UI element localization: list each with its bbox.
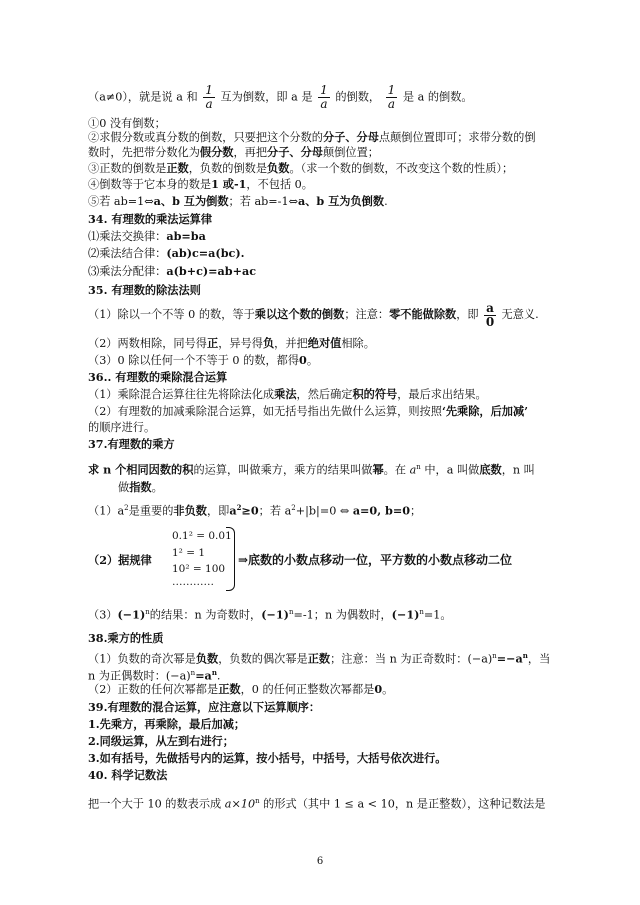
power-definition-cont: 做指数。 bbox=[118, 480, 163, 494]
power-definition: 求 n 个相同因数的积的运算，叫做乘方，乘方的结果叫做幂。在 $a^n$ 中，a 叫做底数，n 叫 bbox=[88, 462, 535, 477]
heading-34: 34. 有理数的乘法运算律 bbox=[88, 212, 213, 226]
point-2-cont: 数时，先把带分数化为假分数，再把分子、分母颠倒位置； bbox=[88, 145, 379, 159]
order-step-3: 3.如有括号，先做括号内的运算，按小括号，中括号，大括号依次进行。 bbox=[88, 751, 447, 765]
point-3: ③正数的倒数是正数，负数的倒数是负数。（求一个数的倒数，不改变这个数的性质）； bbox=[88, 161, 514, 175]
division-rule-1: （1）除以一个不等 0 的数，等于乘以这个数的倒数；注意：零不能做除数，即 $\frac{a}{0}$ 无意义. bbox=[88, 300, 539, 329]
heading-37: 37.有理数的乘方 bbox=[88, 437, 175, 451]
power-rule-1: $(1)a^2$是重要的非负数，即$a^2\ge 0$；若 $a^2+|b|=0$ ⇔ a=0, b=0； bbox=[88, 503, 422, 518]
mixed-rule-1: （1）乘除混合运算往往先将除法化成乘法，然后确定积的符号，最后求出结果。 bbox=[88, 387, 487, 401]
heading-38: 38.乘方的性质 bbox=[88, 631, 164, 645]
fraction-1-over-a: $\frac{1}{a}$ bbox=[387, 83, 396, 111]
scientific-notation-def: 把一个大于 10 的数表示成 $a\times 10^n$ 的形式（其中 1 ≤ a < 10，n 是正整数），这种记数法是 bbox=[88, 797, 546, 811]
heading-39: 39.有理数的混合运算，应注意以下运算顺序： bbox=[88, 700, 321, 714]
mult-commutative: ⑴乘法交换律：ab=ba bbox=[88, 229, 206, 243]
reciprocal-definition-line: （a≠0），就是说 a 和 $\frac{1}{a}$ 互为倒数，即 a 是 $\frac{1}{a}$ 的倒数， $\frac{1}{a}$ 是 a 的倒数。 bbox=[88, 83, 473, 111]
point-1: ①0 没有倒数； bbox=[88, 117, 166, 130]
mult-distributive: ⑶乘法分配律：a(b+c)=ab+ac bbox=[88, 264, 257, 278]
fraction-1-over-a: $\frac{1}{a}$ bbox=[320, 83, 328, 111]
mixed-rule-2: （2）有理数的加减乘除混合运算，如无括号指出先做什么运算，则按照‘先乘除，后加减’ bbox=[88, 404, 529, 418]
pattern-row-4: ………… bbox=[172, 576, 214, 588]
power-property-2: （2）正数的任何次幂都是正数，0 的任何正整数次幂都是0。 bbox=[88, 682, 394, 696]
power-rule-3: $(3)(-1)^n$的结果：n 为奇数时，$(-1)^n=-1$；n 为偶数时，$(-1)^n=1$。 bbox=[88, 607, 452, 622]
order-step-2: 2.同级运算，从左到右进行； bbox=[88, 734, 234, 748]
fraction-a-over-0: $\frac{a}{0}$ bbox=[485, 300, 495, 329]
heading-35: 35. 有理数的除法法则 bbox=[88, 283, 201, 297]
division-rule-3: （3）0 除以任何一个不等于 0 的数，都得0。 bbox=[88, 353, 319, 367]
order-step-1: 1.先乘方，再乘除，最后加减； bbox=[88, 717, 246, 731]
pattern-label: （2）据规律 bbox=[88, 553, 152, 567]
point-5: ⑤若 ab=1⇔a、b 互为倒数；若 ab=-1⇔a、b 互为负倒数. bbox=[88, 194, 388, 208]
mult-associative: ⑵乘法结合律：(ab)c=a(bc). bbox=[88, 246, 245, 260]
right-brace bbox=[226, 527, 235, 591]
power-property-1-cont: n 为正偶数时：$(-a)^n=a^n$. bbox=[88, 668, 221, 683]
pattern-row-3: 10² = 100 bbox=[172, 563, 226, 575]
point-2: ②求假分数或真分数的倒数，只要把这个分数的分子、分母点颠倒位置即可；求带分数的倒 bbox=[88, 130, 536, 144]
mixed-rule-2-cont: 的顺序进行。 bbox=[88, 421, 156, 434]
pattern-row-2: 1² = 1 bbox=[172, 547, 206, 559]
fraction-1-over-a: $\frac{1}{a}$ bbox=[205, 83, 213, 111]
pattern-row-1: 0.1² = 0.01 bbox=[172, 530, 232, 542]
heading-36: 36.. 有理数的乘除混合运算 bbox=[88, 370, 228, 384]
power-property-1: （1）负数的奇次幂是负数，负数的偶次幂是正数；注意：当 n 为正奇数时：$(-a)^n=-a^n$，当 bbox=[88, 651, 551, 666]
page-number: 6 bbox=[316, 856, 324, 867]
point-4: ④倒数等于它本身的数是1 或-1，不包括 0。 bbox=[88, 177, 313, 191]
heading-40: 40. 科学记数法 bbox=[88, 768, 168, 782]
pattern-rule: ⇒底数的小数点移动一位，平方数的小数点移动二位 bbox=[238, 553, 513, 567]
division-rule-2: （2）两数相除，同号得正，异号得负，并把绝对值相除。 bbox=[88, 336, 375, 350]
